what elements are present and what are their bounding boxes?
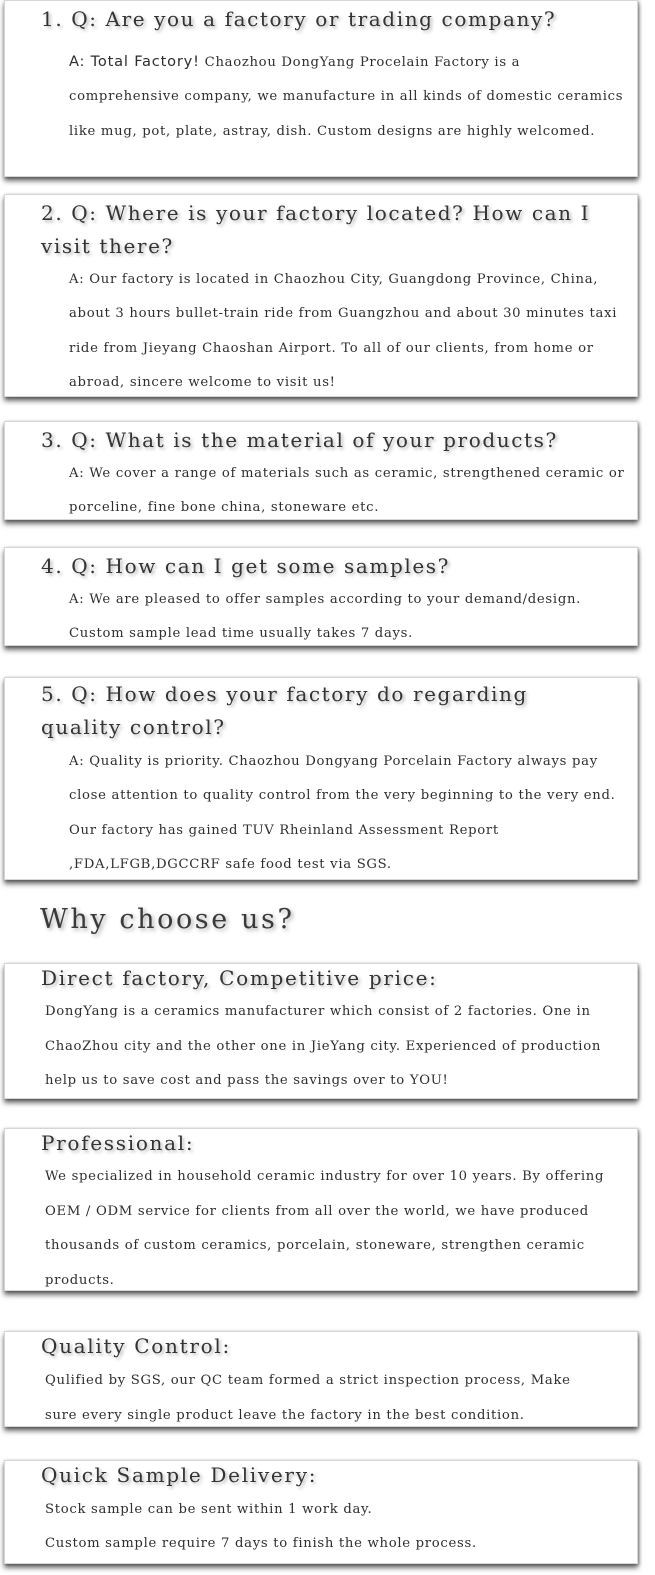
why-choose-us-title: Why choose us?	[40, 904, 295, 935]
why-item-quality-control	[4, 1331, 638, 1427]
why-item-quick-sample-delivery	[4, 1460, 638, 1564]
faq-item-2	[4, 194, 638, 397]
faq-item-1	[4, 0, 638, 177]
why-item-text: We specialized in household ceramic industry for over 10 years. By offering OEM / ODM service for clients from all over the world, we have produced thousands of custom ceramics, porcelain, stoneware, strengthen ceramic products.	[45, 1169, 605, 1288]
faq-question: 3. Q: What is the material of your products?	[41, 428, 558, 452]
why-item-heading: Direct factory, Competitive price:	[41, 966, 438, 990]
faq-item-4	[4, 547, 638, 646]
faq-answer: A: We cover a range of materials such as ceramic, strengthened ceramic or porceline, fine bone china, stoneware etc.	[69, 466, 625, 516]
faq-item-3	[4, 421, 638, 520]
faq-question: 4. Q: How can I get some samples?	[41, 554, 450, 578]
why-item-text: DongYang is a ceramics manufacturer which consist of 2 factories. One in ChaoZhou city and the other one in JieYang city. Experienced of production help us to save cost and pass the savings over to YOU!	[45, 1004, 602, 1088]
faq-question: 1. Q: Are you a factory or trading company?	[41, 7, 557, 31]
faq-question: 2. Q: Where is your factory located? How can I visit there?	[41, 201, 591, 258]
faq-answer: A: We are pleased to offer samples according to your demand/design. Custom sample lead time usually takes 7 days.	[69, 592, 582, 642]
why-item-text: Qulified by SGS, our QC team formed a strict inspection process, Make sure every single product leave the factory in the best condition.	[45, 1373, 571, 1423]
why-item-professional	[4, 1128, 638, 1291]
faq-answer	[69, 45, 631, 149]
why-item-direct-factory	[4, 963, 638, 1099]
faq-answer-text: Chaozhou DongYang Procelain Factory is a comprehensive company, we manufacture in all kinds of domestic ceramics like mug, pot, plate, astray, dish. Custom designs are highly welcomed.	[69, 55, 624, 139]
faq-question: 5. Q: How does your factory do regarding quality control?	[41, 682, 528, 739]
why-item-heading: Quality Control:	[41, 1334, 231, 1358]
faq-answer: A: Our factory is located in Chaozhou City, Guangdong Province, China, about 3 hours bullet-train ride from Guangzhou and about 30 minutes taxi ride from Jieyang Chaoshan Airport. To all of our clients, from home or abroad, sincere welcome to visit us!	[69, 272, 618, 390]
faq-answer: A: Quality is priority. Chaozhou Dongyang Porcelain Factory always pay close attention to quality control from the very beginning to the very end. Our factory has gained TUV Rheinland Assessment Report ,FDA,LFGB,DGCCRF safe food test via SGS.	[69, 754, 616, 872]
why-item-text-line-1: Stock sample can be sent within 1 work day.	[45, 1502, 373, 1517]
why-item-text-line-2: Custom sample require 7 days to finish the whole process.	[45, 1536, 477, 1551]
faq-item-5	[4, 677, 638, 880]
why-item-heading: Professional:	[41, 1131, 195, 1155]
faq-answer-lead: A: Total Factory!	[69, 53, 200, 70]
why-item-heading: Quick Sample Delivery:	[41, 1463, 318, 1487]
